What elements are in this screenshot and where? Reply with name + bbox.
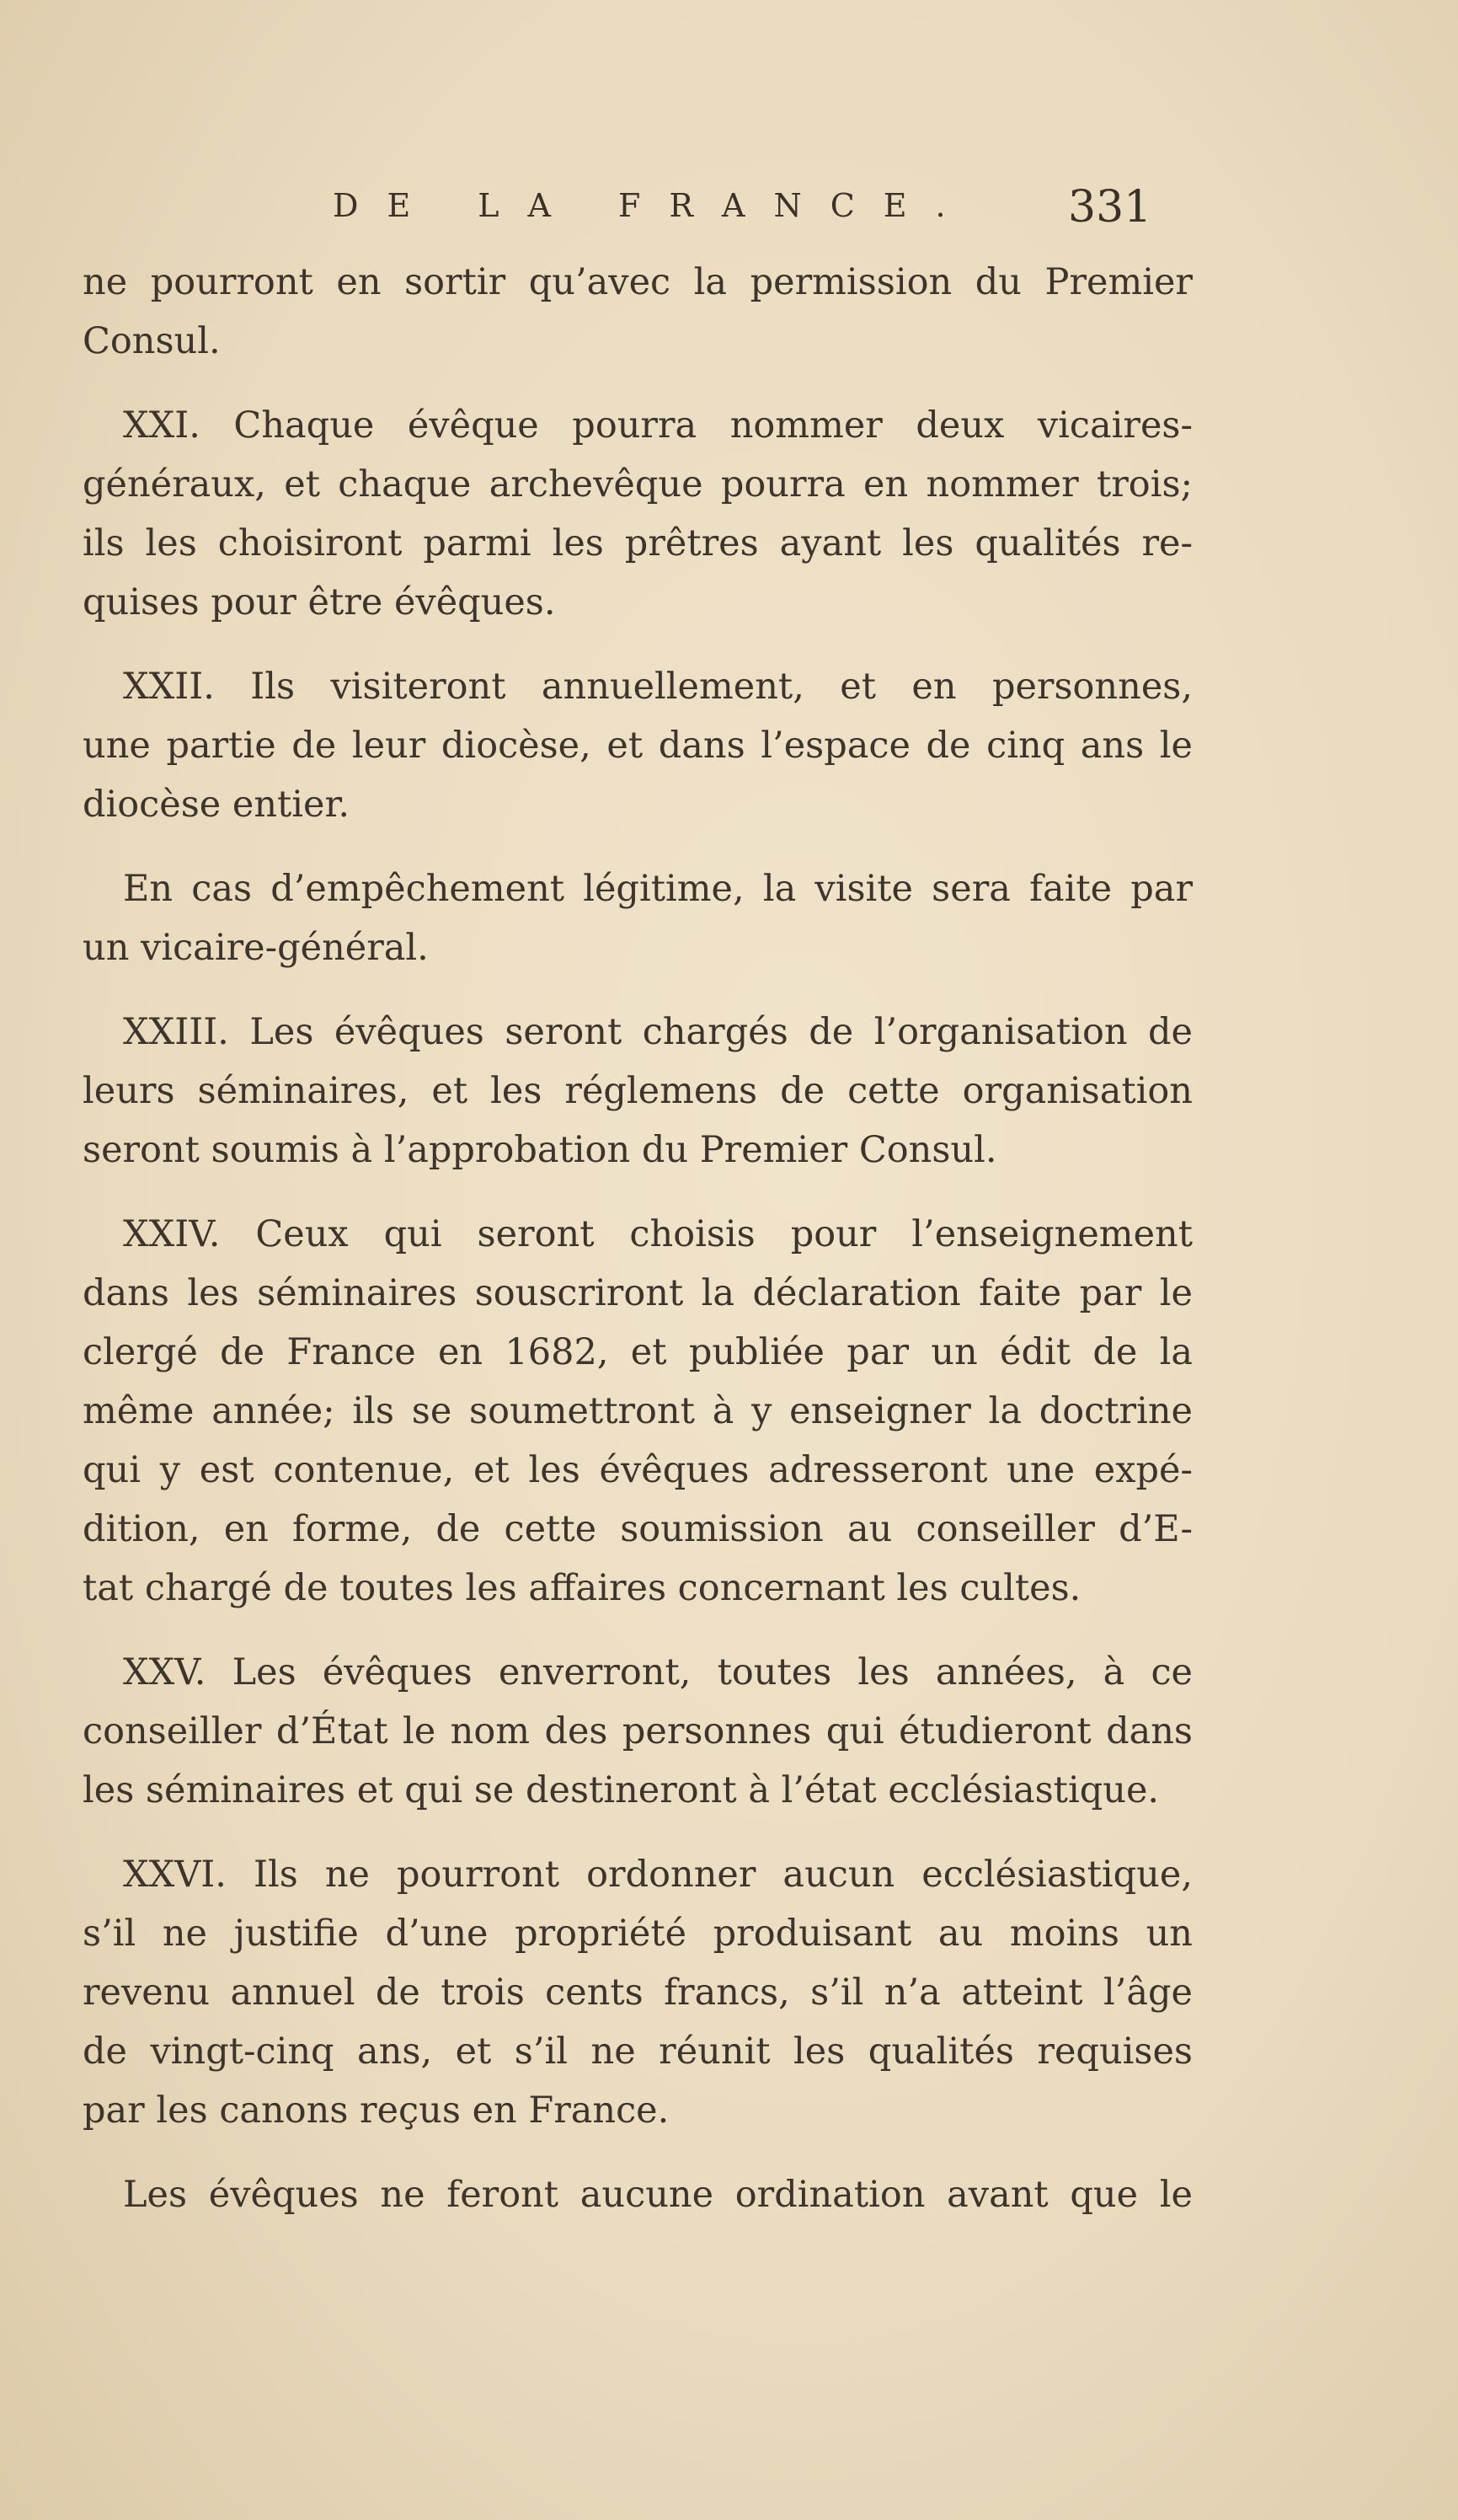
text-line: généraux, et chaque archevêque pourra en nommer trois; bbox=[83, 463, 1193, 506]
text-line: leurs séminaires, et les réglemens de cette organisation bbox=[83, 1070, 1193, 1112]
text-line: ne pourront en sortir qu’avec la permission du Premier bbox=[83, 261, 1193, 303]
text-line: revenu annuel de trois cents francs, s’il n’a atteint l’âge bbox=[83, 1972, 1193, 2014]
text-line: dition, en forme, de cette soumission au conseiller d’E- bbox=[83, 1508, 1193, 1550]
text-line: une partie de leur diocèse, et dans l’espace de cinq ans le bbox=[83, 725, 1193, 767]
text-line: dans les séminaires souscriront la déclaration faite par le bbox=[83, 1272, 1193, 1314]
text-line: qui y est contenue, et les évêques adresseront une expé- bbox=[83, 1449, 1193, 1491]
text-line: En cas d’empêchement légitime, la visite sera faite par bbox=[123, 868, 1193, 910]
text-line: XXVI. Ils ne pourront ordonner aucun ecclésiastique, bbox=[123, 1854, 1193, 1896]
text-line: XXI. Chaque évêque pourra nommer deux vicaires- bbox=[123, 404, 1193, 447]
text-line: par les canons reçus en France. bbox=[83, 2089, 670, 2132]
text-line: clergé de France en 1682, et publiée par un édit de la bbox=[83, 1331, 1193, 1373]
article-xxvi bbox=[83, 1845, 1193, 2140]
text-line: de vingt-cinq ans, et s’il ne réunit les qualités requises bbox=[83, 2030, 1193, 2073]
text-line: les séminaires et qui se destineront à l’état ecclésiastique. bbox=[83, 1769, 1160, 1811]
article-xxiv bbox=[83, 1205, 1193, 1618]
text-line: XXIII. Les évêques seront chargés de l’organisation de bbox=[123, 1011, 1193, 1053]
running-title: DE LA FRANCE. bbox=[333, 187, 975, 224]
paragraph bbox=[83, 253, 1193, 371]
text-line: quises pour être évêques. bbox=[83, 581, 556, 623]
text-line: Consul. bbox=[83, 320, 221, 362]
text-line: diocèse entier. bbox=[83, 784, 350, 826]
text-line: XXV. Les évêques enverront, toutes les années, à ce bbox=[123, 1651, 1193, 1693]
article-xxi bbox=[83, 396, 1193, 632]
text-line: conseiller d’État le nom des personnes qui étudieront dans bbox=[83, 1710, 1193, 1752]
body-text bbox=[83, 253, 1193, 2250]
text-line: un vicaire-général. bbox=[83, 927, 429, 969]
text-line: Les évêques ne feront aucune ordination avant que le bbox=[123, 2174, 1193, 2216]
text-line: ils les choisiront parmi les prêtres ayant les qualités re- bbox=[83, 522, 1193, 564]
text-line: même année; ils se soumettront à y enseigner la doctrine bbox=[83, 1390, 1193, 1432]
running-head bbox=[0, 182, 1458, 238]
article-xxii bbox=[83, 657, 1193, 834]
text-line: seront soumis à l’approbation du Premier Consul. bbox=[83, 1129, 997, 1171]
text-line: tat chargé de toutes les affaires concernant les cultes. bbox=[83, 1567, 1081, 1609]
article-xxv bbox=[83, 1643, 1193, 1820]
paragraph bbox=[83, 2165, 1193, 2224]
article-xxiii bbox=[83, 1003, 1193, 1180]
text-line: XXII. Ils visiteront annuellement, et en personnes, bbox=[123, 666, 1193, 708]
text-line: XXIV. Ceux qui seront choisis pour l’enseignement bbox=[123, 1213, 1193, 1255]
paragraph bbox=[83, 859, 1193, 977]
page-number: 331 bbox=[1068, 182, 1152, 233]
text-line: s’il ne justifie d’une propriété produisant au moins un bbox=[83, 1913, 1193, 1955]
